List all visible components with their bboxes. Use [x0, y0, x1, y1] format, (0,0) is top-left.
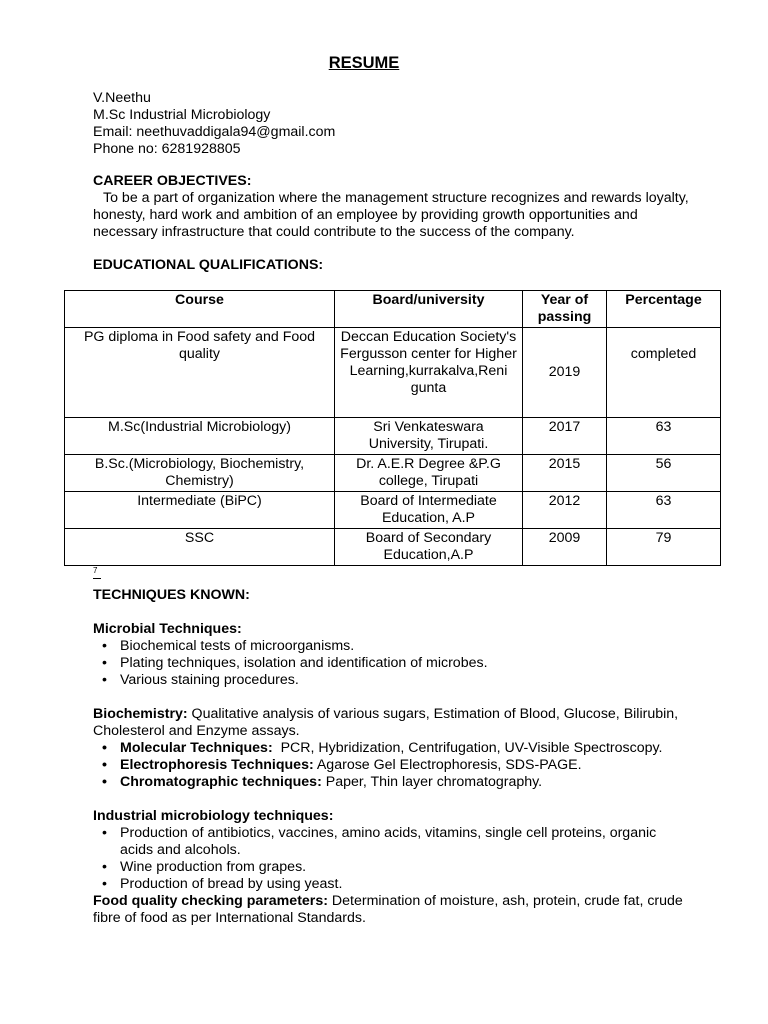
bullet-icon: • — [102, 859, 107, 875]
cell-percentage: completed — [607, 328, 721, 418]
cell-course: B.Sc.(Microbiology, Biochemistry, Chemistry) — [65, 455, 335, 492]
list-item: • Chromatographic techniques: Paper, Thin layer chromatography. — [102, 774, 543, 790]
career-objectives — [93, 173, 763, 241]
stray-underline — [93, 578, 101, 579]
microbial-list — [93, 638, 763, 689]
contact-phone: Phone no: 6281928805 — [93, 141, 241, 157]
bullet-icon: • — [102, 825, 107, 841]
techniques-section — [93, 587, 763, 927]
biochemistry-list — [93, 740, 763, 791]
list-item: • Production of bread by using yeast. — [102, 876, 343, 892]
career-line: To be a part of organization where the management structure recognizes and rewards loyalty, — [103, 190, 689, 206]
microbial-heading: Microbial Techniques: — [93, 621, 242, 637]
table-row — [65, 328, 721, 418]
list-item: • Biochemical tests of microorganisms. — [102, 638, 355, 654]
list-item: • Various staining procedures. — [102, 672, 299, 688]
cell-course: Intermediate (BiPC) — [65, 492, 335, 529]
bullet-icon: • — [102, 740, 107, 756]
bullet-icon: • — [102, 774, 107, 790]
bullet-icon: • — [102, 655, 107, 671]
col-header-course: Course — [65, 291, 335, 328]
table-row — [65, 455, 721, 492]
cell-course: SSC — [65, 529, 335, 566]
career-heading: CAREER OBJECTIVES: — [93, 173, 252, 189]
list-item: • Molecular Techniques: PCR, Hybridization, Centrifugation, UV-Visible Spectroscopy. — [102, 740, 663, 756]
cell-board: Board of Intermediate Education, A.P — [335, 492, 523, 529]
biochemistry-line: Cholesterol and Enzyme assays. — [93, 723, 300, 739]
list-item: • Electrophoresis Techniques: Agarose Gel Electrophoresis, SDS-PAGE. — [102, 757, 582, 773]
biochemistry-line: Biochemistry: Qualitative analysis of various sugars, Estimation of Blood, Glucose, Bilirubin, — [93, 706, 679, 722]
education-heading: EDUCATIONAL QUALIFICATIONS: — [93, 257, 324, 273]
page-title: RESUME — [328, 54, 400, 72]
bullet-icon: • — [102, 672, 107, 688]
cell-year: 2015 — [523, 455, 607, 492]
col-header-percentage: Percentage — [607, 291, 721, 328]
list-item: • Wine production from grapes. — [102, 859, 307, 875]
table-row — [65, 492, 721, 529]
col-header-year: Year of passing — [523, 291, 607, 328]
education-table — [64, 290, 721, 566]
cell-percentage: 56 — [607, 455, 721, 492]
cell-percentage: 63 — [607, 418, 721, 455]
cell-board: Board of Secondary Education,A.P — [335, 529, 523, 566]
career-line: honesty, hard work and ambition of an employee by providing growth opportunities and — [93, 207, 638, 223]
food-quality-line: fibre of food as per International Standards. — [93, 910, 366, 926]
list-item: • Production of antibiotics, vaccines, amino acids, vitamins, single cell proteins, organic — [102, 825, 657, 841]
cell-year: 2009 — [523, 529, 607, 566]
cell-year: 2012 — [523, 492, 607, 529]
cell-board: Dr. A.E.R Degree &P.G college, Tirupati — [335, 455, 523, 492]
cell-year: 2017 — [523, 418, 607, 455]
career-line: necessary infrastructure that could contribute to the success of the company. — [93, 224, 575, 240]
cell-board: Deccan Education Society's Fergusson center for Higher Learning,kurrakalva,Reni gunta — [335, 328, 523, 418]
cell-percentage: 79 — [607, 529, 721, 566]
cell-course: PG diploma in Food safety and Food quality — [65, 328, 335, 418]
bullet-icon: • — [102, 757, 107, 773]
cell-course: M.Sc(Industrial Microbiology) — [65, 418, 335, 455]
col-header-board: Board/university — [335, 291, 523, 328]
bullet-icon: • — [102, 638, 107, 654]
cell-board: Sri Venkateswara University, Tirupati. — [335, 418, 523, 455]
list-item: • Plating techniques, isolation and identification of microbes. — [102, 655, 488, 671]
contact-block — [93, 90, 753, 158]
cell-percentage: 63 — [607, 492, 721, 529]
table-row — [65, 529, 721, 566]
food-quality-line: Food quality checking parameters: Determination of moisture, ash, protein, crude fat, crude — [93, 893, 683, 909]
contact-email: Email: neethuvaddigala94@gmail.com — [93, 124, 336, 140]
techniques-heading: TECHNIQUES KNOWN: — [93, 587, 250, 603]
industrial-heading: Industrial microbiology techniques: — [93, 808, 334, 824]
list-item-continuation: acids and alcohols. — [120, 842, 241, 858]
table-header-row — [65, 291, 721, 328]
contact-name: V.Neethu — [93, 90, 151, 106]
stray-mark: 7 — [93, 566, 98, 575]
industrial-list — [93, 825, 763, 893]
contact-degree: M.Sc Industrial Microbiology — [93, 107, 271, 123]
table-row — [65, 418, 721, 455]
cell-year: 2019 — [523, 328, 607, 418]
bullet-icon: • — [102, 876, 107, 892]
